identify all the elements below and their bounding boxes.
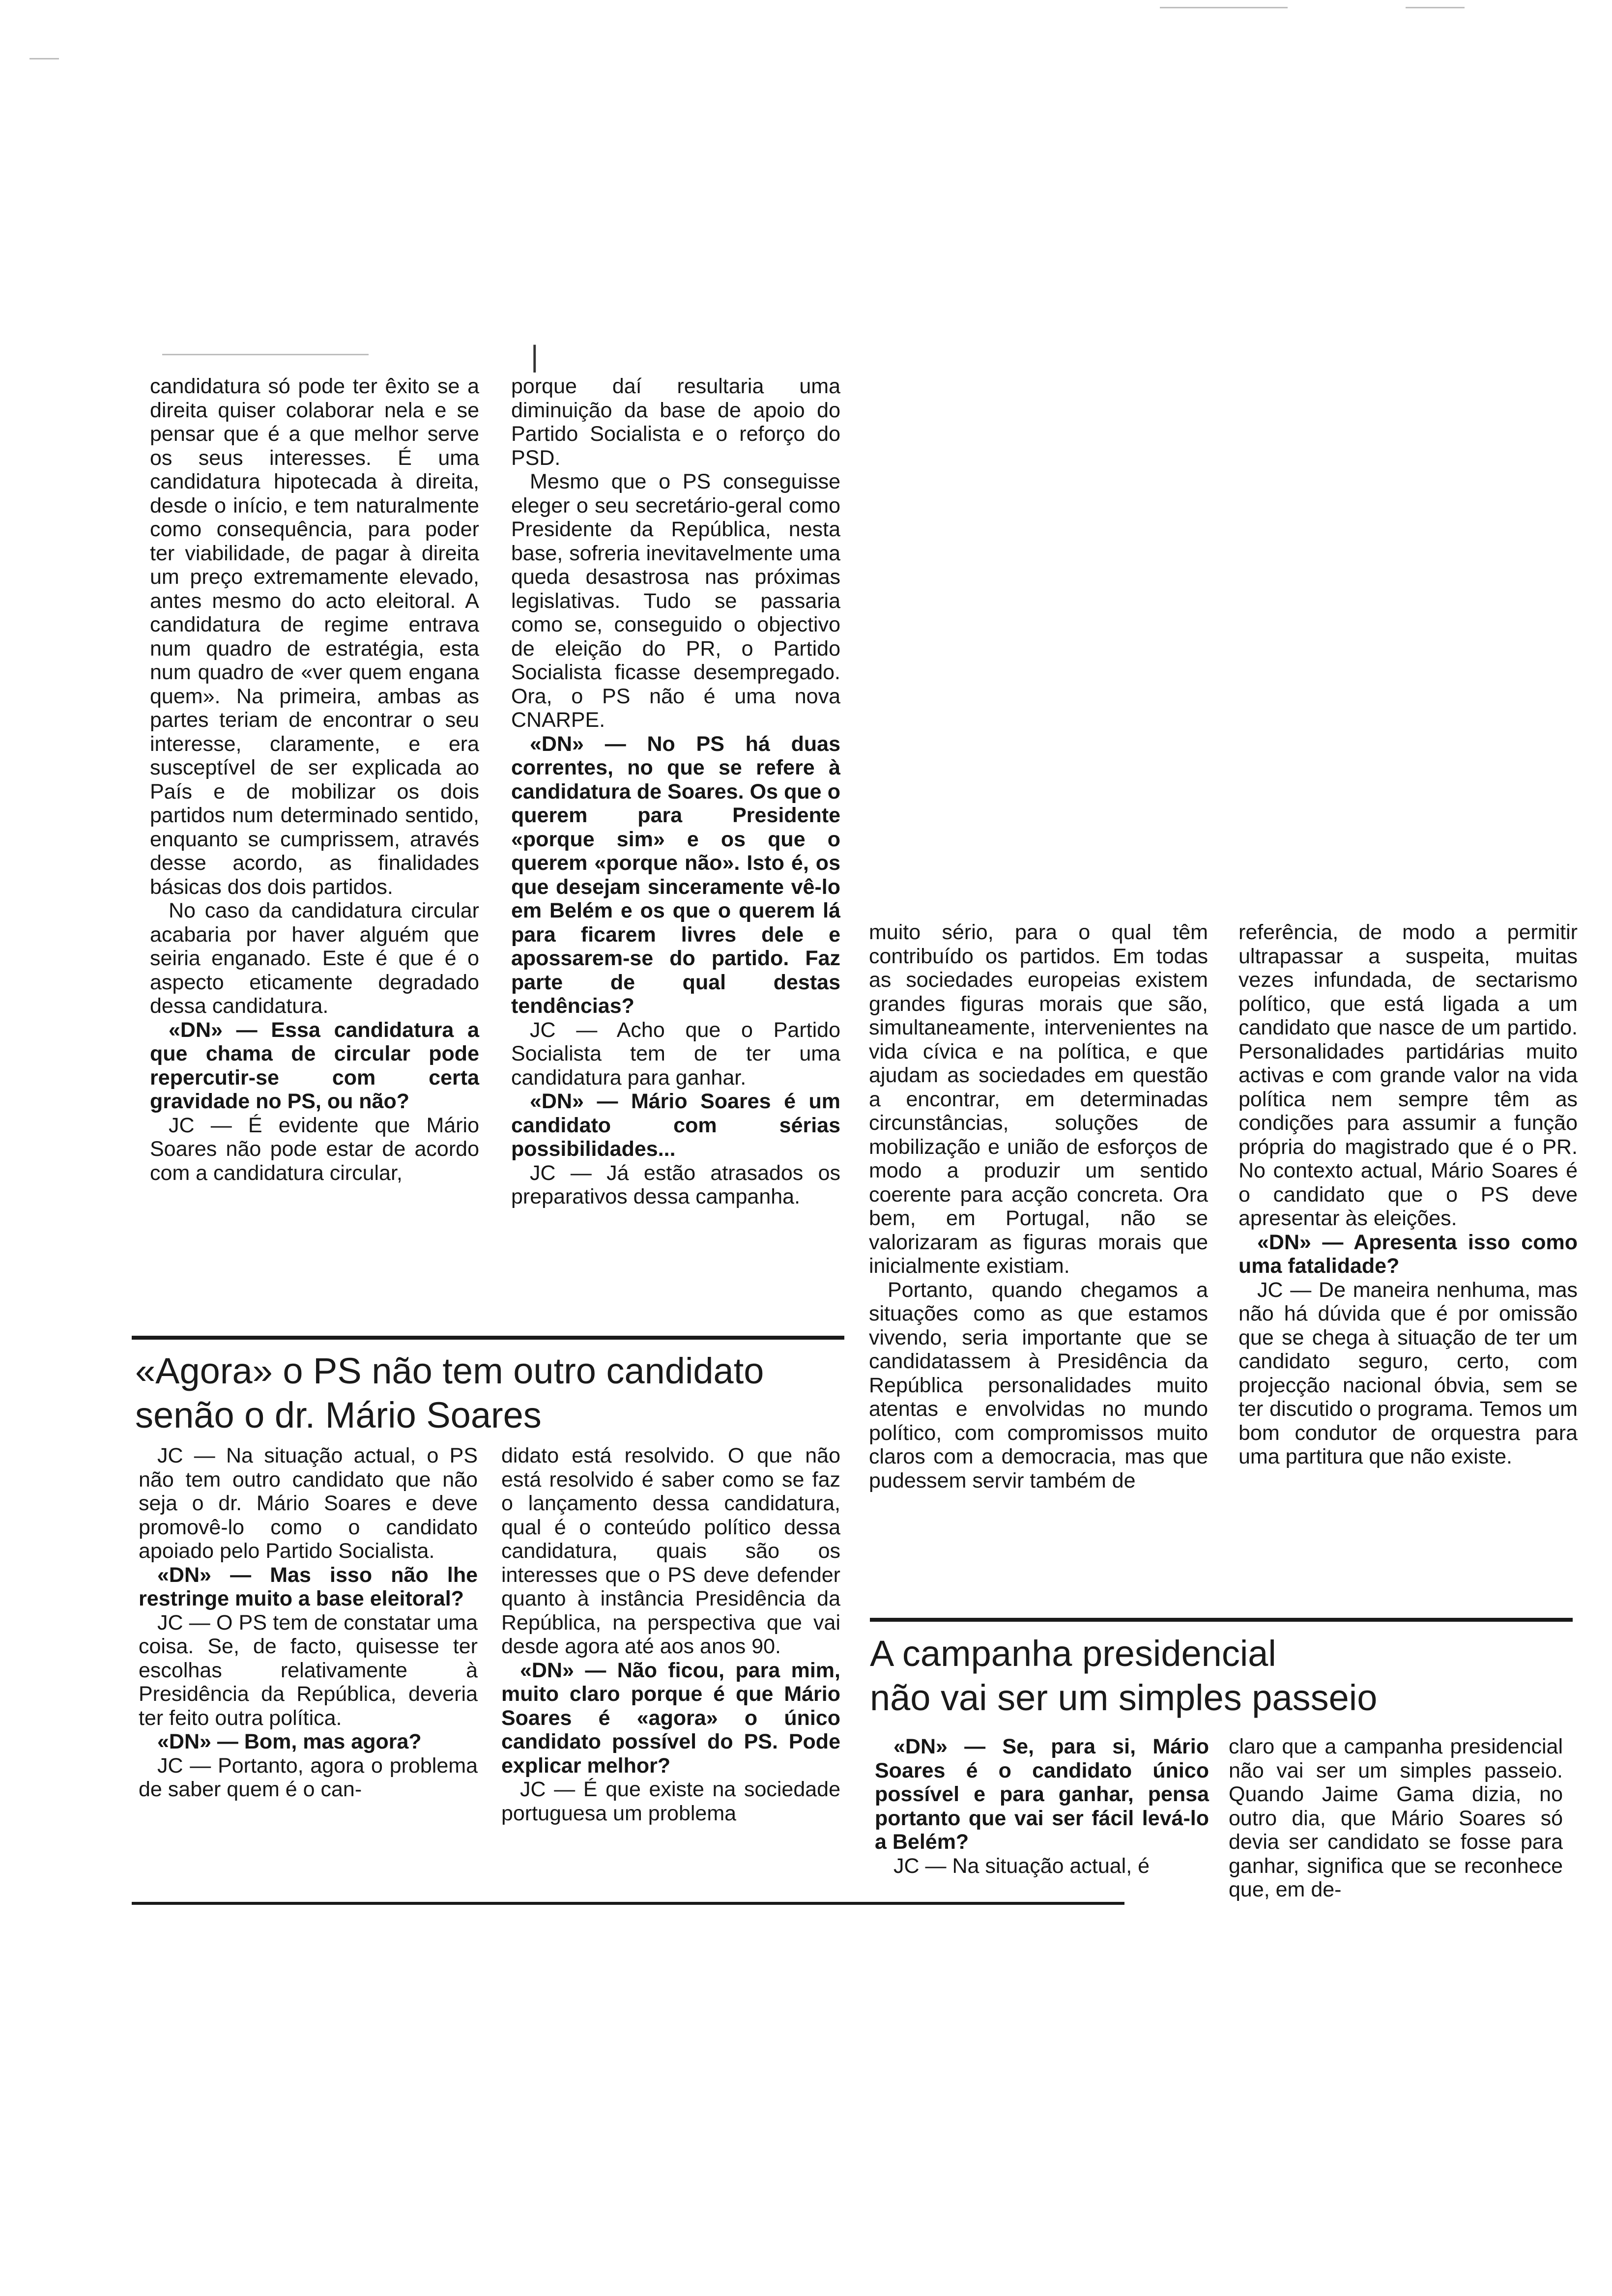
article-column-7	[875, 1735, 1209, 1878]
subheadline-agora	[135, 1349, 843, 1437]
article-paragraph: «DN» — Se, para si, Mário Soares é o candidato único possível e para ganhar, pensa portanto que vai ser fácil levá-lo a Belém?	[875, 1735, 1209, 1854]
scan-artifact	[1406, 7, 1465, 8]
article-paragraph: «DN» — Não ficou, para mim, muito claro porque é que Mário Soares é «agora» o único candidato possível do PS. Pode explicar melhor?	[501, 1658, 840, 1778]
subheadline-line: A campanha presidencial	[870, 1633, 1276, 1674]
section-rule	[132, 1336, 844, 1340]
bottom-rule	[132, 1902, 1124, 1905]
subheadline-line: não vai ser um simples passeio	[870, 1677, 1378, 1718]
article-paragraph: muito sério, para o qual têm contribuído os partidos. Em todas as sociedades europeias existem grandes figuras morais que são, simultaneamente, intervenientes na vida cívica e na política, e que ajudam as sociedades em questão a encontrar, em determinadas circunstâncias, soluções de mobilização e união de esforços de modo a produzir um sentido coerente para acção concreta. Ora bem, em Portugal, não se valorizaram as figuras morais que inicialmente existiam.	[869, 920, 1208, 1278]
article-paragraph: JC — De maneira nenhuma, mas não há dúvida que é por omissão que se chega à situação de ter um candidato seguro, certo, com projecção nacional óbvia, sem se ter discutido o programa. Temos um bom condutor de orquestra para uma partitura que não existe.	[1238, 1278, 1578, 1468]
article-paragraph: JC — O PS tem de constatar uma coisa. Se, de facto, quisesse ter escolhas relativamente à Presidência da República, deveria ter feito outra política.	[139, 1610, 478, 1730]
subheadline-campanha	[870, 1632, 1573, 1720]
article-paragraph: Mesmo que o PS conseguisse eleger o seu secretário-geral como Presidente da República, nesta base, sofreria inevitavelmente uma queda desastrosa nas próximas legislativas. Tudo se passaria como se, conseguido o objectivo de eleição do PR, o Partido Socialista ficasse desempregado. Ora, o PS não é uma nova CNARPE.	[511, 470, 840, 732]
article-paragraph: «DN» — Apresenta isso como uma fatalidade?	[1238, 1230, 1578, 1278]
article-paragraph: JC — É evidente que Mário Soares não pode estar de acordo com a candidatura circular,	[150, 1113, 479, 1185]
article-paragraph: candidatura só pode ter êxito se a direita quiser colaborar nela e se pensar que é a que melhor serve os seus interesses. É uma candidatura hipotecada à direita, desde o início, e tem naturalmente como consequência, para poder ter viabilidade, de pagar à direita um preço extremamente elevado, antes mesmo do acto eleitoral. A candidatura de regime entrava num quadro de estratégia, esta num quadro de «ver quem engana quem». Na primeira, ambas as partes teriam de encontrar o seu interesse, claramente, e era susceptível de ser explicada ao País e de mobilizar os dois partidos num determinado sentido, enquanto se cumprissem, através desse acordo, as finalidades básicas dos dois partidos.	[150, 374, 479, 899]
scan-mark: |	[531, 340, 539, 373]
article-paragraph: «DN» — Mário Soares é um candidato com sérias possibilidades...	[511, 1090, 840, 1161]
article-paragraph: JC — Já estão atrasados os preparativos dessa campanha.	[511, 1161, 840, 1208]
subheadline-line: senão o dr. Mário Soares	[135, 1395, 542, 1435]
article-paragraph: JC — Na situação actual, o PS não tem outro candidato que não seja o dr. Mário Soares e deve promovê-lo como o candidato apoiado pelo Partido Socialista.	[139, 1444, 478, 1563]
article-column-3	[869, 920, 1208, 1492]
article-paragraph: didato está resolvido. O que não está resolvido é saber como se faz o lançamento dessa candidatura, qual é o conteúdo político dessa candidatura, quais são os interesses que o PS deve defender quanto à instância Presidência da República, na perspectiva que vai desde agora até aos anos 90.	[501, 1444, 840, 1658]
article-paragraph: «DN» — Bom, mas agora?	[157, 1730, 422, 1753]
article-paragraph: Portanto, quando chegamos a situações como as que estamos vivendo, seria importante que se candidatassem à Presidência da República personalidades muito atentas e envolvidas no mundo político, com compromissos muito claros com a democracia, mas que pudessem servir também de	[869, 1278, 1208, 1492]
article-column-8	[1229, 1735, 1563, 1902]
scan-artifact	[1160, 7, 1288, 8]
article-column-6	[501, 1444, 840, 1825]
article-paragraph: claro que a campanha presidencial não vai ser um simples passeio. Quando Jaime Gama dizia, no outro dia, que Mário Soares só devia ser candidato se fosse para ganhar, significa que se reconhece que, em de-	[1229, 1735, 1563, 1901]
article-column-5	[139, 1444, 478, 1802]
scan-artifact	[162, 354, 369, 355]
article-paragraph: «DN» — No PS há duas correntes, no que se refere à candidatura de Soares. Os que o querem para Presidente «porque sim» e os que o querem «porque não». Isto é, os que desejam sinceramente vê-lo em Belém e os que o querem lá para ficarem livres dele e apossarem-se do partido. Faz parte de qual destas tendências?	[511, 732, 840, 1018]
article-paragraph: No caso da candidatura circular acabaria por haver alguém que seiria enganado. Este é que é o aspecto eticamente degradado dessa candidatura.	[150, 899, 479, 1018]
article-column-2	[511, 374, 840, 1209]
article-paragraph: «DN» — Mas isso não lhe restringe muito a base eleitoral?	[139, 1563, 478, 1610]
subheadline-line: «Agora» o PS não tem outro candidato	[135, 1350, 764, 1391]
article-paragraph: JC — É que existe na sociedade portuguesa um problema	[501, 1778, 840, 1825]
article-column-1	[150, 374, 479, 1185]
article-paragraph: JC — Acho que o Partido Socialista tem de ter uma candidatura para ganhar.	[511, 1018, 840, 1090]
article-column-4	[1238, 920, 1578, 1469]
article-paragraph: JC — Portanto, agora o problema de saber quem é o can-	[139, 1753, 478, 1801]
article-paragraph: porque daí resultaria uma diminuição da base de apoio do Partido Socialista e o reforço do PSD.	[511, 374, 840, 470]
article-paragraph: JC — Na situação actual, é	[893, 1854, 1150, 1878]
section-rule	[870, 1618, 1573, 1622]
article-paragraph: «DN» — Essa candidatura a que chama de circular pode repercutir-se com certa gravidade no PS, ou não?	[150, 1018, 479, 1113]
article-paragraph: referência, de modo a permitir ultrapassar a suspeita, muitas vezes infundada, de sectarismo político, que está ligada a um candidato que nasce de um partido. Personalidades partidárias muito activas e com grande valor na vida política nem sempre têm as condições para assumir a função própria do magistrado que é o PR. No contexto actual, Mário Soares é o candidato que o PS deve apresentar às eleições.	[1238, 920, 1578, 1230]
scan-artifact	[29, 58, 59, 59]
